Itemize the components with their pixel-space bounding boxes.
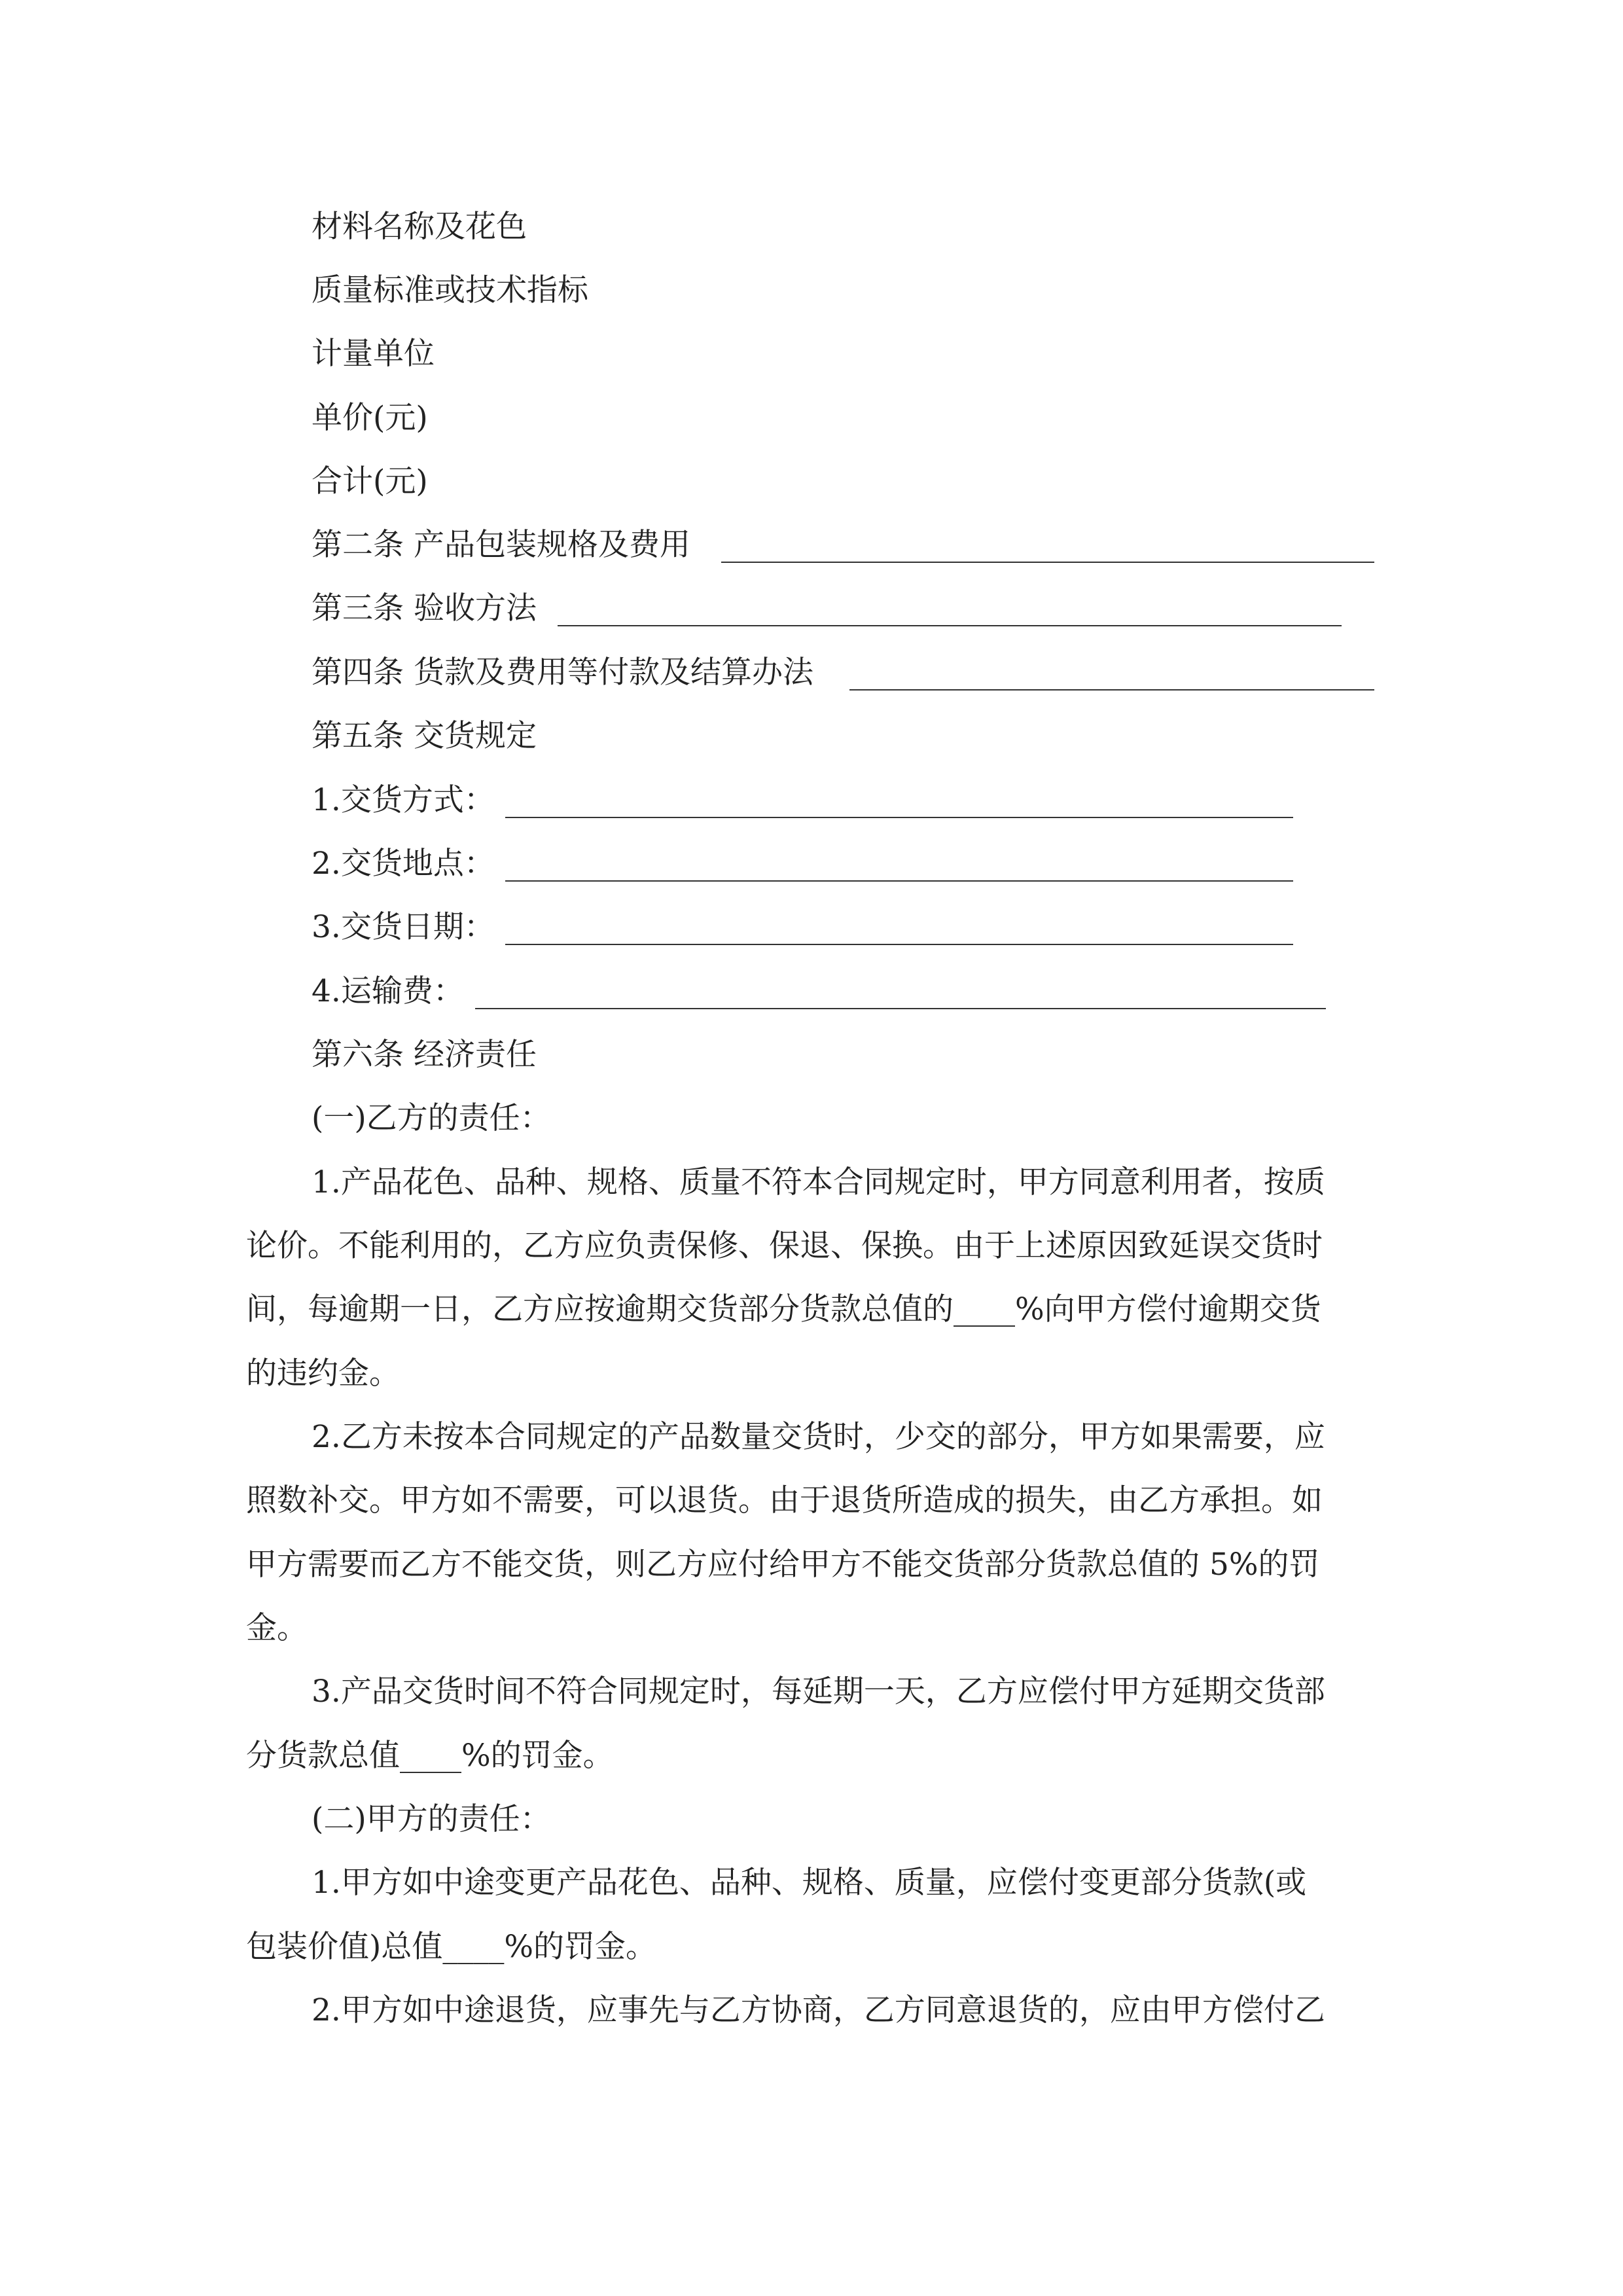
article-5-heading: 第五条 交货规定: [312, 718, 537, 754]
party-b-duties-heading: (一)乙方的责任：: [312, 1100, 551, 1136]
b-clause-2-line-4: 金。: [246, 1610, 308, 1646]
b-clause-2-line-3: 甲方需要而乙方不能交货，则乙方应付给甲方不能交货部分货款总值的 5%的罚: [246, 1547, 1320, 1583]
delivery-place-blank: [505, 880, 1293, 882]
a-clause-1-line-2: 包装价值)总值____%的罚金。: [246, 1929, 656, 1965]
article-4-heading: 第四条 货款及费用等付款及结算办法: [312, 655, 813, 691]
unit-line: 计量单位: [312, 336, 435, 372]
b-clause-1-line-4: 的违约金。: [246, 1355, 400, 1391]
delivery-method-line: 1.交货方式：: [312, 782, 495, 818]
article-4-blank: [849, 689, 1374, 691]
delivery-date-blank: [505, 944, 1293, 945]
article-3-heading: 第三条 验收方法: [312, 590, 537, 626]
delivery-place-line: 2.交货地点：: [312, 846, 495, 882]
b-clause-1-line-1: 1.产品花色、品种、规格、质量不符本合同规定时，甲方同意利用者，按质: [312, 1164, 1325, 1200]
b-clause-1-line-2: 论价。不能利用的，乙方应负责保修、保退、保换。由于上述原因致延误交货时: [246, 1228, 1323, 1264]
total-line: 合计(元): [312, 463, 428, 499]
freight-blank: [475, 1008, 1326, 1009]
b-clause-3-line-1: 3.产品交货时间不符合同规定时，每延期一天，乙方应偿付甲方延期交货部: [312, 1674, 1325, 1710]
party-a-duties-heading: (二)甲方的责任：: [312, 1801, 551, 1837]
article-2-heading: 第二条 产品包装规格及费用: [312, 527, 690, 563]
b-clause-2-line-1: 2.乙方未按本合同规定的产品数量交货时，少交的部分，甲方如果需要，应: [312, 1419, 1325, 1455]
delivery-date-line: 3.交货日期：: [312, 909, 495, 945]
a-clause-2-line-1: 2.甲方如中途退货，应事先与乙方协商，乙方同意退货的，应由甲方偿付乙: [312, 1992, 1325, 2028]
quality-standard-line: 质量标准或技术指标: [312, 272, 588, 308]
b-clause-3-line-2: 分货款总值____%的罚金。: [246, 1738, 614, 1774]
b-clause-2-line-2: 照数补交。甲方如不需要，可以退货。由于退货所造成的损失，由乙方承担。如: [246, 1482, 1323, 1518]
material-name-line: 材料名称及花色: [312, 209, 527, 245]
freight-line: 4.运输费：: [312, 973, 464, 1009]
unit-price-line: 单价(元): [312, 400, 428, 436]
article-3-blank: [558, 625, 1342, 626]
delivery-method-blank: [505, 817, 1293, 818]
a-clause-1-line-1: 1.甲方如中途变更产品花色、品种、规格、质量，应偿付变更部分货款(或: [312, 1865, 1307, 1901]
article-2-blank: [721, 562, 1374, 563]
article-6-heading: 第六条 经济责任: [312, 1037, 537, 1073]
b-clause-1-line-3: 间，每逾期一日，乙方应按逾期交货部分货款总值的____%向甲方偿付逾期交货: [246, 1291, 1321, 1327]
